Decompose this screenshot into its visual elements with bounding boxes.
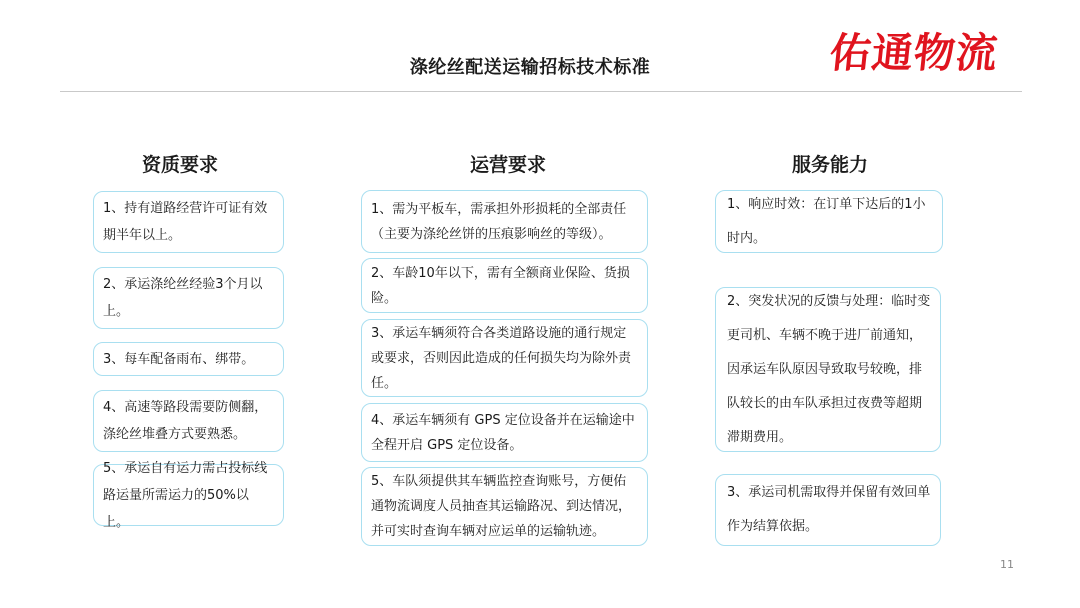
page-number: 11 xyxy=(1000,558,1014,571)
operation-card-5 xyxy=(361,467,648,546)
card-text: 3、承运车辆须符合各类道路设施的通行规定或要求，否则因此造成的任何损失均为除外责任。 xyxy=(371,325,632,391)
service-card-1 xyxy=(715,190,943,253)
card-text: 5、车队须提供其车辆监控查询账号，方便佑通物流调度人员抽查其运输路况、到达情况，并可实时查询车辆对应运单的运输轨迹。 xyxy=(371,474,632,539)
title-divider xyxy=(60,91,1022,92)
card-text: 4、承运车辆须有 GPS 定位设备并在运输途中全程开启 GPS 定位设备。 xyxy=(371,412,635,453)
qualification-card-1 xyxy=(93,191,284,253)
card-text: 1、响应时效：在订单下达后的1小时内。 xyxy=(727,196,926,246)
card-text: 5、承运自有运力需占投标线路运量所需运力的50%以上。 xyxy=(103,460,268,530)
card-text: 3、承运司机需取得并保留有效回单作为结算依据。 xyxy=(727,485,931,534)
page-title: 涤纶丝配送运输招标技术标准 xyxy=(409,57,651,78)
card-text: 4、高速等路段需要防侧翻，涤纶丝堆叠方式要熟悉。 xyxy=(103,400,268,442)
qualification-card-4 xyxy=(93,390,284,452)
card-text: 2、车龄10年以下，需有全额商业保险、货损险。 xyxy=(371,265,630,306)
operation-card-2 xyxy=(361,258,648,313)
card-text: 2、突发状况的反馈与处理：临时变更司机、车辆不晚于进厂前通知，因承运车队原因导致取号较晚，排队较长的由车队承担过夜费等超期滞期费用。 xyxy=(727,293,931,445)
operation-card-4 xyxy=(361,403,648,462)
card-text: 2、承运涤纶丝经验3个月以上。 xyxy=(103,277,263,319)
card-text: 1、需为平板车，需承担外形损耗的全部责任（主要为涤纶丝饼的压痕影响丝的等级）。 xyxy=(371,201,627,242)
service-card-3 xyxy=(715,474,941,546)
card-text: 3、每车配备雨布、绑带。 xyxy=(103,351,255,367)
card-text: 1、持有道路经营许可证有效期半年以上。 xyxy=(103,201,268,243)
company-logo: 佑通物流 xyxy=(827,29,1001,77)
operation-card-1 xyxy=(361,190,648,253)
qualification-card-2 xyxy=(93,267,284,329)
qualification-card-5 xyxy=(93,460,284,530)
qualification-card-3 xyxy=(93,342,284,376)
column-heading-operation: 运营要求 xyxy=(469,154,546,176)
operation-card-3 xyxy=(361,319,648,397)
column-heading-qualification: 资质要求 xyxy=(141,154,218,176)
column-heading-service: 服务能力 xyxy=(791,154,868,176)
service-card-2 xyxy=(715,287,941,452)
